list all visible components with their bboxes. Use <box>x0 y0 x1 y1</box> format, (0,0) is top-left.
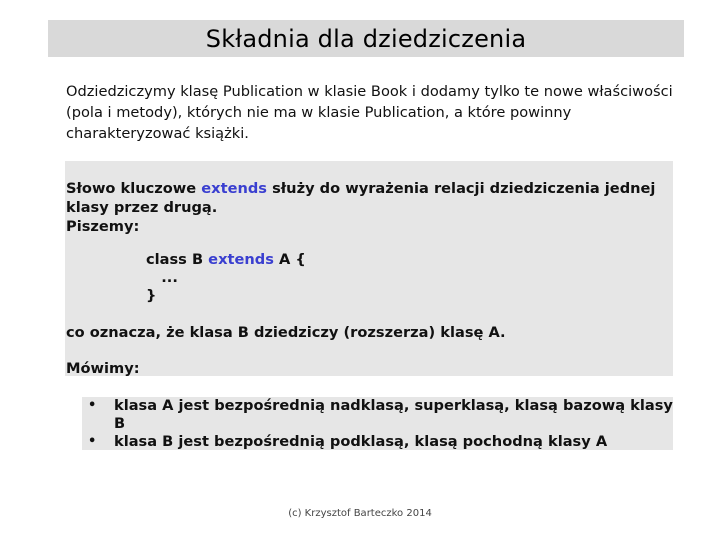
list-item <box>82 397 673 433</box>
meaning-text: co oznacza, że klasa B dziedziczy (rozszerza) klasę A. <box>66 324 506 341</box>
code-extends-keyword: extends <box>208 251 274 268</box>
bullet-text: klasa A jest bezpośrednią nadklasą, superklasą, klasą bazową klasy B <box>114 397 673 432</box>
bullet-list <box>82 397 673 451</box>
code-line-1-before: class B <box>146 251 209 268</box>
bullet-text: klasa B jest bezpośrednią podklasą, klasą pochodną klasy A <box>114 433 608 450</box>
intro-text: Odziedziczymy klasę Publication w klasie Book i dodamy tylko te nowe właściwości (pola i metody), których nie ma w klasie Publication, a które powinny charakteryzować książki. <box>66 83 673 142</box>
keyword-description-before: Słowo kluczowe <box>66 180 202 197</box>
list-item <box>82 433 673 451</box>
code-line-2: ... <box>146 269 178 286</box>
slide-title: Składnia dla dziedziczenia <box>48 20 684 57</box>
code-line-1-after: A { <box>273 251 306 268</box>
code-line-1 <box>146 251 306 269</box>
code-example <box>146 251 306 305</box>
bullet-icon: • <box>88 398 97 413</box>
keyword-description <box>66 179 672 217</box>
extends-keyword: extends <box>201 180 267 197</box>
code-line-3: } <box>146 287 157 304</box>
mowimy-label: Mówimy: <box>66 360 140 377</box>
footer-copyright: (c) Krzysztof Barteczko 2014 <box>288 508 432 519</box>
piszemy-label: Piszemy: <box>66 218 140 235</box>
keyword-description-after: służy do wyrażenia relacji dziedziczenia jednej klasy przez drugą. <box>66 180 656 216</box>
bullet-icon: • <box>88 434 97 449</box>
syntax-box <box>65 161 673 376</box>
bullet-box <box>82 397 673 450</box>
